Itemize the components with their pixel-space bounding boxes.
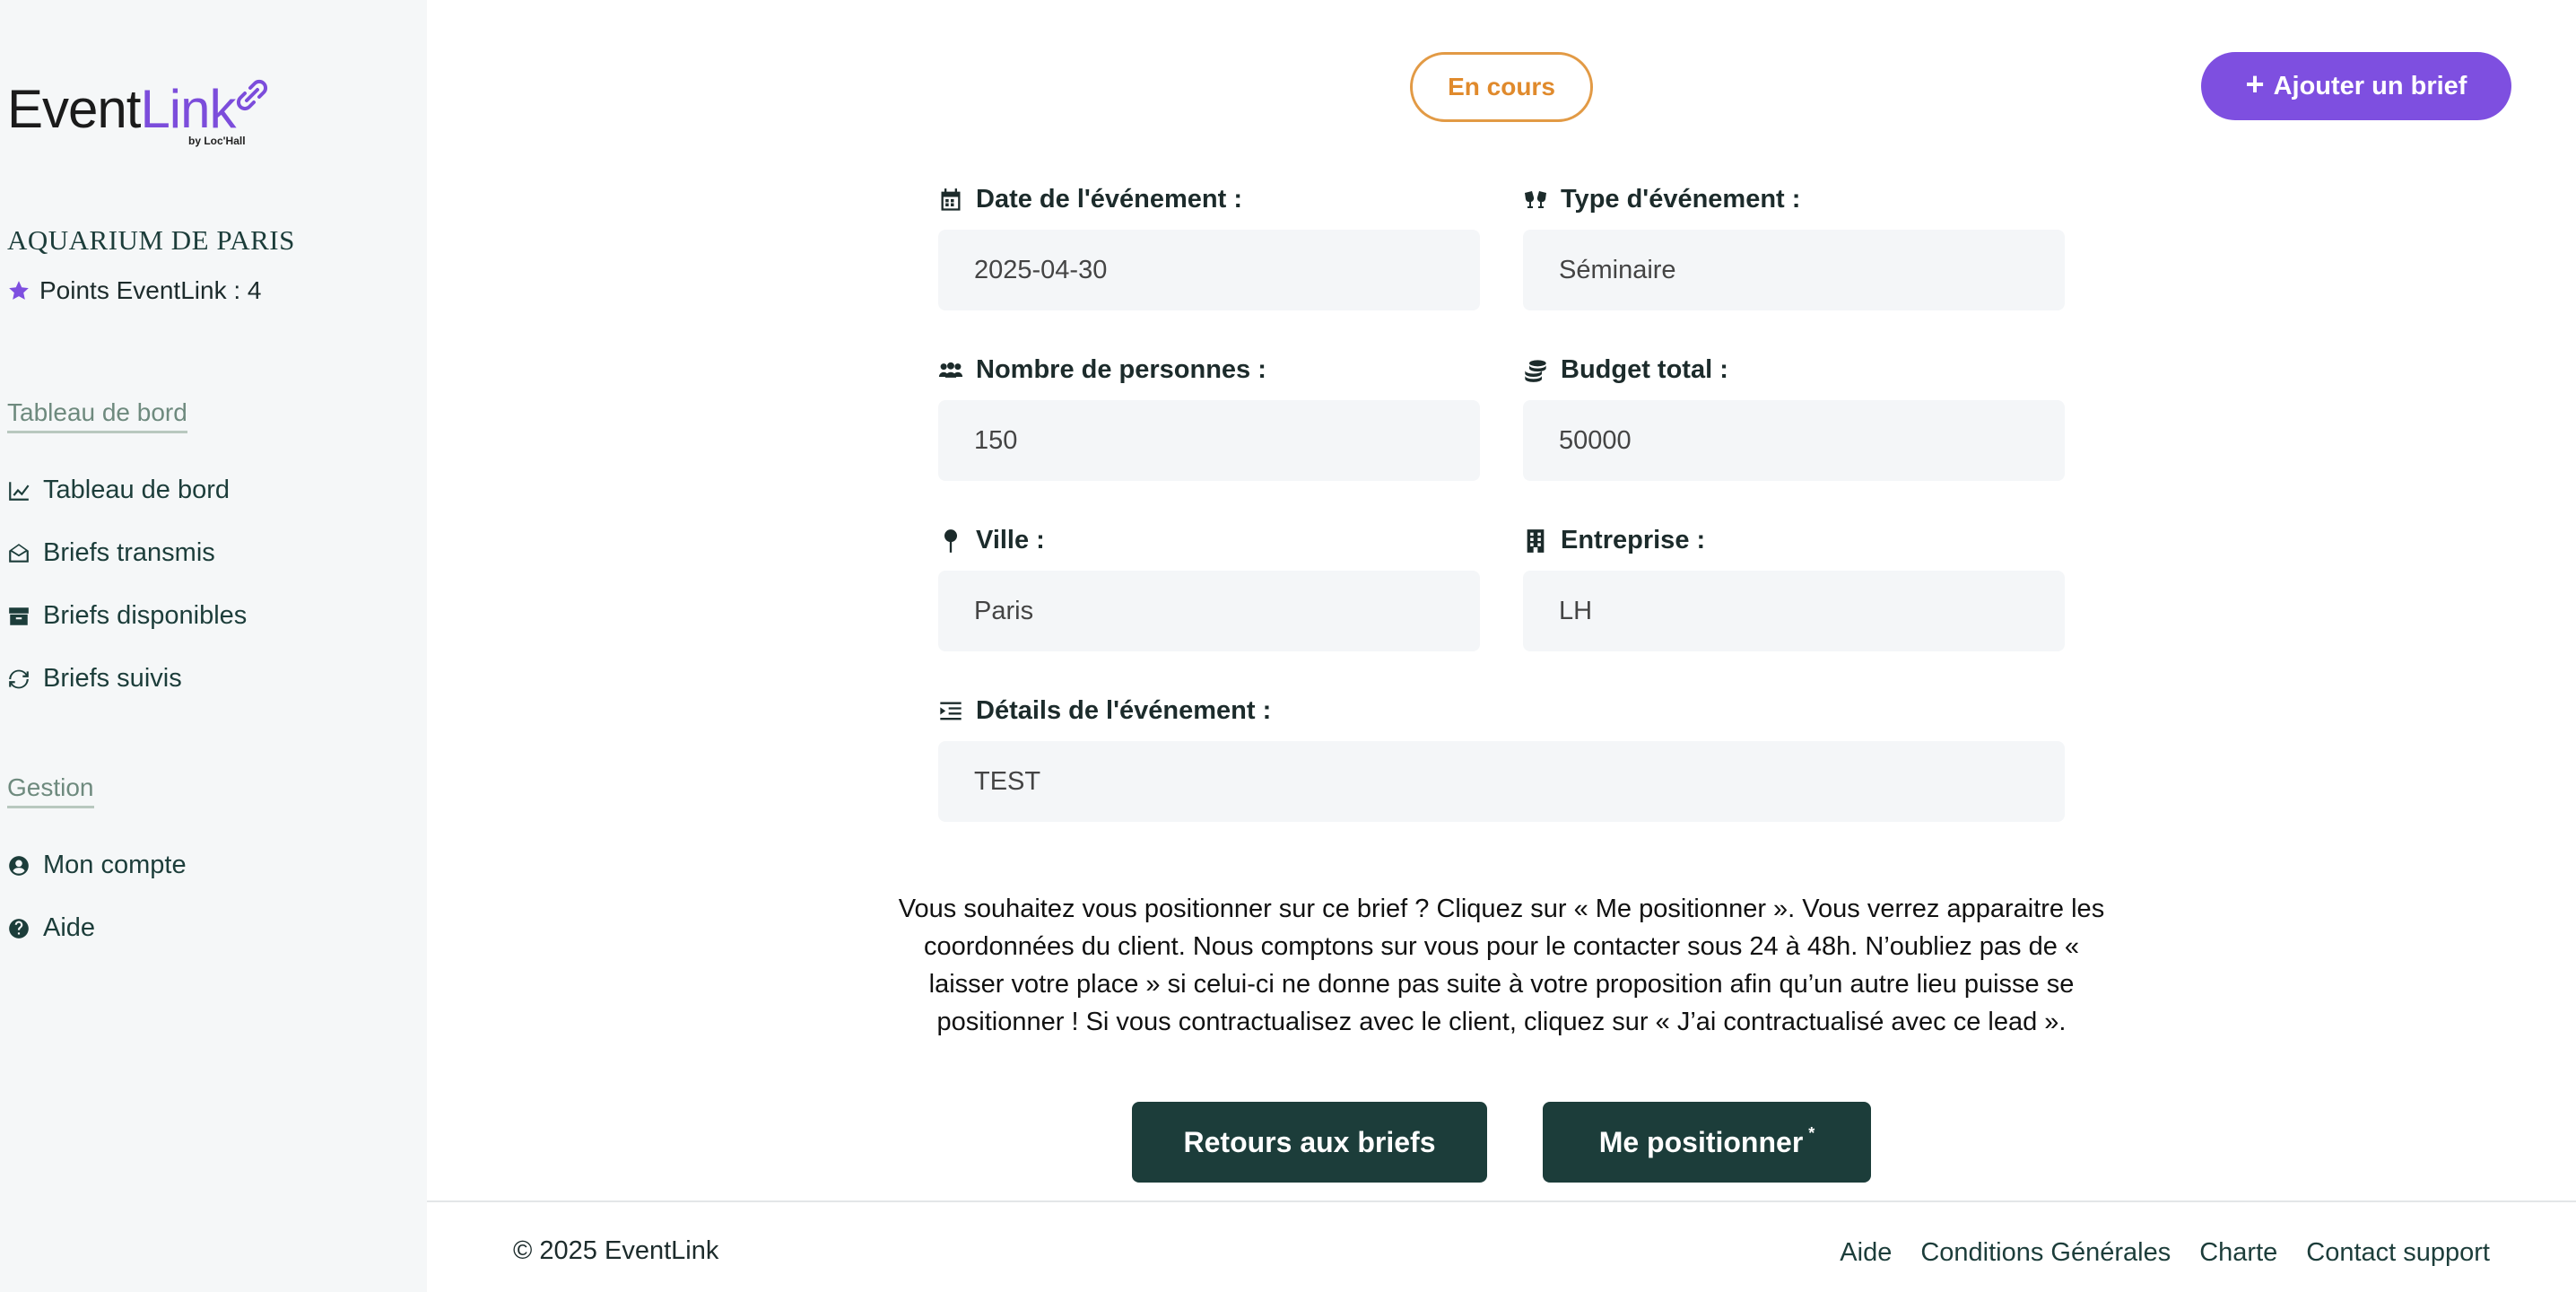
chart-line-icon	[7, 479, 30, 502]
people-count-field[interactable]: 150	[938, 400, 1480, 481]
position-button[interactable]	[1543, 1102, 1871, 1183]
company-label: Entreprise :	[1523, 526, 1705, 555]
envelope-open-icon	[7, 542, 30, 565]
date-label: Date de l'événement :	[938, 185, 1242, 214]
back-to-briefs-button[interactable]: Retours aux briefs	[1132, 1102, 1487, 1183]
sidebar-item-aide[interactable]	[7, 913, 95, 943]
question-circle-icon	[7, 917, 30, 940]
glasses-cheers-icon	[1523, 188, 1548, 213]
budget-label: Budget total :	[1523, 355, 1728, 385]
position-marker: *	[1808, 1123, 1815, 1142]
sidebar-item-briefs-suivis[interactable]	[7, 664, 182, 694]
calendar-icon	[938, 188, 963, 213]
people-label: Nombre de personnes :	[938, 355, 1266, 385]
plus-icon: +	[2245, 65, 2265, 102]
type-label: Type d'événement :	[1523, 185, 1800, 214]
coins-icon	[1523, 358, 1548, 383]
sidebar-item-label: Tableau de bord	[43, 476, 230, 504]
footer-link-conditions[interactable]: Conditions Générales	[1920, 1238, 2171, 1267]
footer-link-aide[interactable]: Aide	[1840, 1238, 1893, 1267]
sidebar	[0, 0, 427, 1292]
eventlink-logo[interactable]: EventLink by Loc'Hall	[7, 83, 272, 136]
details-label: Détails de l'événement :	[938, 696, 1271, 726]
sidebar-item-mon-compte[interactable]	[7, 851, 187, 880]
footer-links	[1840, 1238, 2490, 1268]
map-pin-icon	[938, 528, 963, 554]
sidebar-item-briefs-transmis[interactable]	[7, 538, 215, 568]
section-heading-dashboard: Tableau de bord	[7, 398, 187, 433]
footer	[427, 1200, 2576, 1292]
footer-link-charte[interactable]: Charte	[2199, 1238, 2278, 1267]
user-circle-icon	[7, 854, 30, 877]
points-counter	[7, 276, 261, 305]
footer-link-contact-support[interactable]: Contact support	[2306, 1238, 2490, 1267]
copyright: © 2025 EventLink	[513, 1236, 719, 1265]
building-icon	[1523, 528, 1548, 554]
info-paragraph: Vous souhaitez vous positionner sur ce brief ? Cliquez sur « Me positionner ». Vous verrez apparaitre les coordonnées du client. Nous comptons sur vous pour le contacter sous 24 à 48h. N’oubliez pas de « laisser votre place » si celui-ci ne donne pas suite à votre proposition afin qu’un autre lieu puisse se positionner ! Si vous contractualisez avec le client, cliquez sur « J’ai contractualisé avec ce lead ».	[898, 895, 2105, 1036]
city-label: Ville :	[938, 526, 1045, 555]
status-badge: En cours	[1410, 52, 1593, 122]
sync-icon	[7, 668, 30, 691]
add-brief-button[interactable]	[2201, 52, 2511, 120]
sidebar-item-label: Briefs suivis	[43, 664, 182, 693]
sidebar-item-label: Aide	[43, 913, 96, 942]
sidebar-item-dashboard[interactable]	[7, 476, 230, 505]
indent-icon	[938, 699, 963, 724]
position-button-label: Me positionner	[1598, 1125, 1804, 1158]
event-type-field[interactable]: Séminaire	[1523, 230, 2065, 310]
logo-byline: by Loc'Hall	[188, 135, 246, 147]
venue-name: AQUARIUM DE PARIS	[7, 224, 295, 256]
points-label: Points EventLink : 4	[39, 276, 262, 304]
sidebar-item-label: Briefs transmis	[43, 538, 215, 567]
city-field[interactable]: Paris	[938, 571, 1480, 651]
users-icon	[938, 358, 963, 383]
details-field[interactable]: TEST	[938, 741, 2065, 822]
chain-link-icon	[231, 77, 272, 113]
budget-field[interactable]: 50000	[1523, 400, 2065, 481]
star-icon	[7, 279, 30, 302]
archive-icon	[7, 605, 30, 628]
sidebar-item-label: Mon compte	[43, 851, 187, 879]
sidebar-item-label: Briefs disponibles	[43, 601, 248, 630]
company-field[interactable]: LH	[1523, 571, 2065, 651]
section-heading-gestion: Gestion	[7, 773, 94, 808]
add-brief-label: Ajouter un brief	[2273, 71, 2467, 100]
date-field[interactable]: 2025-04-30	[938, 230, 1480, 310]
sidebar-item-briefs-disponibles[interactable]	[7, 601, 247, 631]
